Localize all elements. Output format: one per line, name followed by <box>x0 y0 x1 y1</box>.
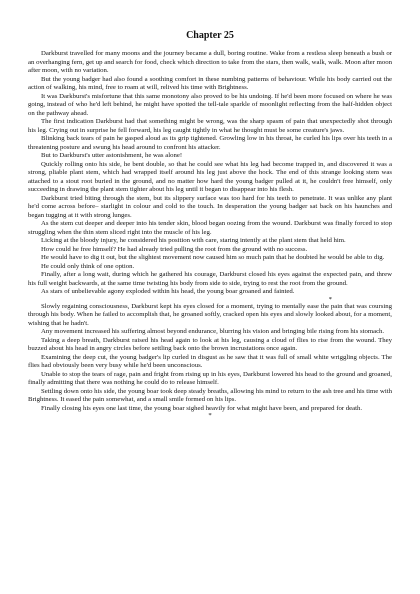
paragraph: Quickly rolling onto his side, he bent double, so that he could see what his leg had become trapped in, and discovered it was a strong, pliable plant stem, which had wrapped itself around his leg just above the hock. The end of this strange looking stem was attached to a stout root buried in the ground, and no matter how hard the young badger pulled at it, he couldn't free himself, only succeeding in drawing the plant stem tighter about his leg until it began to disappear into his flesh. <box>28 160 392 193</box>
paragraph: Darkburst tried biting through the stem, but its slippery surface was too hard for his teeth to penetrate. It was unlike any plant he'd come across before– starlight in colour and cold to the touch. In desperation the young badger sat back on his haunches and began tugging at it with strong lunges. <box>28 194 392 219</box>
paragraph: Darkburst travelled for many moons and the journey became a dull, boring routine. Wake from a restless sleep beneath a bush or an overhanging fern, get up and search for food, check which direction to take from the stars, then walk, walk, walk. Moon after moon after moon, with no variation. <box>28 50 392 74</box>
paragraph: He would have to dig it out, but the slightest movement now caused him so much pain that he doubted he would be able to dig. <box>41 254 385 261</box>
paragraph: How could he free himself? He had already tried pulling the root from the ground with no success. <box>41 245 308 253</box>
paragraph: As the stem cut deeper and deeper into his tender skin, blood began oozing from the wound. Darkburst was finally forced to stop struggling when the thin stem sliced right into the muscle of his leg. <box>28 220 392 236</box>
paragraph: Settling down onto his side, the young boar took deep steady breaths, allowing his mind to return to the ash tree and his time with Brightness. It eased the pain somewhat, and a small smile formed on his lips. <box>28 387 392 403</box>
paragraph: Blinking back tears of pain he gasped aloud as its grip tightened. Growling low in his throat, he curled his lips over his teeth in a threatening posture and swung his head around to confront his attacker. <box>28 135 392 151</box>
paragraph: Finally, after a long wait, during which he gathered his courage, Darkburst closed his eyes against the expected pain, and threw his full weight backwards, at the same time twisting his body from side to side, trying to rest the root from the ground. <box>28 271 392 287</box>
chapter-title: Chapter 25 <box>186 30 234 41</box>
paragraph: Any movement increased his suffering almost beyond endurance, blurring his vision and bringing bile rising from his stomach. <box>41 328 385 335</box>
paragraph: Licking at the bloody injury, he considered his position with care, staring intently at the plant stem that held him. <box>41 237 346 244</box>
paragraph: Finally closing his eyes one last time, the young boar sighed heavily for what might have been, and prepared for death. <box>41 404 363 412</box>
paragraph: It was Darkburst's misfortune that this same monotony also proved to be his undoing. If he'd been more focused on where he was going, instead of who he'd left behind, he might have spotted the tell-tale sparkle of moonlight reflecting from the half-hidden object on the pathway ahead. <box>28 92 392 117</box>
paragraph: But to Darkburst's utter astonishment, he was alone! <box>41 152 183 159</box>
paragraph: But the young badger had also found a soothing comfort in these numbing patterns of behaviour. While his body carried out the action of walking, his mind, free to roam at will, relived his time with Brightness. <box>28 75 392 91</box>
paragraph: Slowly regaining consciousness, Darkburst kept his eyes closed for a moment, trying to mentally ease the pain that was coursing through his body. When he failed to accomplish that, he groaned softly, cracked open his eyes and slowly looked about, for a moment, wishing that he hadn't. <box>28 302 392 327</box>
paragraph: He could only think of one option. <box>41 262 135 270</box>
paragraph: The first indication Darkburst had that something might be wrong, was the sharp spasm of pain that unexpectedly shot through his leg. Crying out in surprise he fell forward, his leg caught tightly in what he thought must be some creature's jaws. <box>28 118 392 134</box>
paragraph: Taking a deep breath, Darkburst raised his head again to look at his leg, causing a cloud of flies to rise from the wound. They buzzed about his head in angry circles before settling back onto the brown incrustations once again. <box>28 336 392 352</box>
chapter-body <box>28 50 392 419</box>
scene-break: * <box>208 412 212 419</box>
paragraph: Examining the deep cut, the young badger's lip curled in disgust as he saw that it was full of small white wriggling objects. The flies had obviously been very busy while he'd been unconscious. <box>28 353 392 369</box>
paragraph: Unable to stop the tears of rage, pain and fright from rising up in his eyes, Darkburst lowered his head to the ground and groaned, finally admitting that there was nothing he could do to release himself. <box>28 370 392 386</box>
paragraph: As stars of unbelievable agony exploded within his head, the young boar groaned and fainted. <box>41 288 295 295</box>
scene-break: * <box>328 295 332 303</box>
